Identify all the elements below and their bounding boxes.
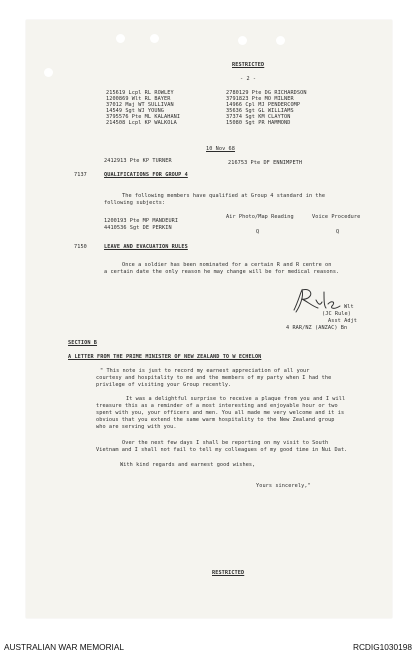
signatory-name: (JC Rule) bbox=[322, 311, 352, 317]
archive-reference: RCDIG1030198 bbox=[352, 642, 412, 652]
roll-row: 3791823 Pte MO MILNER bbox=[226, 96, 294, 102]
member-row: 1200193 Pte MP MANDEURI bbox=[104, 218, 179, 224]
archive-caption bbox=[0, 636, 416, 654]
page-number: - 2 - bbox=[240, 76, 257, 82]
body-line: following subjects: bbox=[104, 200, 166, 206]
signatory-unit: 4 RAR/NZ (ANZAC) Bn bbox=[286, 325, 348, 331]
item-heading: QUALIFICATIONS FOR GROUP 4 bbox=[104, 172, 188, 178]
item-number: 7150 bbox=[74, 244, 87, 250]
body-line: The following members have qualified at Group 4 standard in the bbox=[122, 193, 326, 199]
member-row: 4410536 Sgt DE PERKIN bbox=[104, 225, 172, 231]
letter-line: spent with you, your officers and men. You all made me very welcome and it is bbox=[96, 410, 345, 416]
section-label: SECTION B bbox=[68, 340, 98, 346]
roll-row: 214508 Lcpl KP WALKOLA bbox=[106, 120, 177, 126]
roll-row: 14549 Sgt WJ YOUNG bbox=[106, 108, 165, 114]
punch-hole bbox=[276, 36, 285, 45]
punch-hole bbox=[150, 34, 159, 43]
roll-row: 37012 Maj WT SULLIVAN bbox=[106, 102, 174, 108]
roll-row: 3795576 Pte ML KALAHANI bbox=[106, 114, 181, 120]
roll-row: 2780129 Pte DG RICHARDSON bbox=[226, 90, 307, 96]
archive-name: AUSTRALIAN WAR MEMORIAL bbox=[4, 642, 125, 652]
qualified-mark: Q bbox=[336, 229, 340, 235]
roll-row: 1200869 Wlt RL BAYER bbox=[106, 96, 171, 102]
letter-line: Vietnam and I shall not fail to tell my colleagues of my good time in Nui Dat. bbox=[96, 447, 348, 453]
column-header: Voice Procedure bbox=[312, 214, 361, 220]
letter-line: With kind regards and earnest good wishes, bbox=[120, 462, 256, 468]
letter-line: obvious that you extend the same warm hospitality to the New Zealand group bbox=[96, 417, 335, 423]
letter-line: " This note is just to record my earnest appreciation of all your bbox=[100, 368, 310, 374]
date-heading: 10 Nov 68 bbox=[206, 146, 236, 152]
body-line: Once a soldier has been nominated for a certain R and R centre on bbox=[122, 262, 332, 268]
signatory-rank: Wlt bbox=[344, 304, 354, 310]
roll-row: 15080 Sgt PR HAMMOND bbox=[226, 120, 291, 126]
item-heading: LEAVE AND EVACUATION RULES bbox=[104, 244, 188, 250]
letter-line: courtesy and hospitality to me and the members of my party when I had the bbox=[96, 375, 332, 381]
roll-row: 216753 Pte DF ENNIMPETH bbox=[228, 160, 303, 166]
letter-line: privilege of visiting your Group recently. bbox=[96, 382, 232, 388]
item-number: 7137 bbox=[74, 172, 87, 178]
column-header: Air Photo/Map Reading bbox=[226, 214, 294, 220]
roll-row: 14966 Cpl MJ PENDERCOMP bbox=[226, 102, 301, 108]
classification-header: RESTRICTED bbox=[232, 62, 265, 68]
qualified-mark: Q bbox=[256, 229, 260, 235]
roll-row: 35636 Sgt GL WILLIAMS bbox=[226, 108, 294, 114]
roll-row: 215619 Lcpl RL ROWLEY bbox=[106, 90, 174, 96]
letter-line: Over the next few days I shall be reporting on my visit to South bbox=[122, 440, 329, 446]
section-heading: A LETTER FROM THE PRIME MINISTER OF NEW ZEALAND TO W ECHELON bbox=[68, 354, 262, 360]
letter-closing: Yours sincerely," bbox=[256, 483, 311, 489]
body-line: a certain date the only reason he may change will be for medical reasons. bbox=[104, 269, 340, 275]
letter-line: treasure this as a reminder of a most interesting and enjoyable hour or two bbox=[96, 403, 338, 409]
roll-row: 37374 Sgt KM CLAYTON bbox=[226, 114, 291, 120]
punch-hole bbox=[238, 36, 247, 45]
classification-footer: RESTRICTED bbox=[212, 570, 245, 576]
letter-line: It was a delightful surprise to receive a plaque from you and I will bbox=[126, 396, 346, 402]
punch-hole bbox=[44, 68, 53, 77]
letter-line: who are serving with you. bbox=[96, 424, 177, 430]
signatory-role: Asst Adjt bbox=[328, 318, 358, 324]
roll-row: 2412913 Pte KP TURNER bbox=[104, 158, 172, 164]
punch-hole bbox=[116, 34, 125, 43]
